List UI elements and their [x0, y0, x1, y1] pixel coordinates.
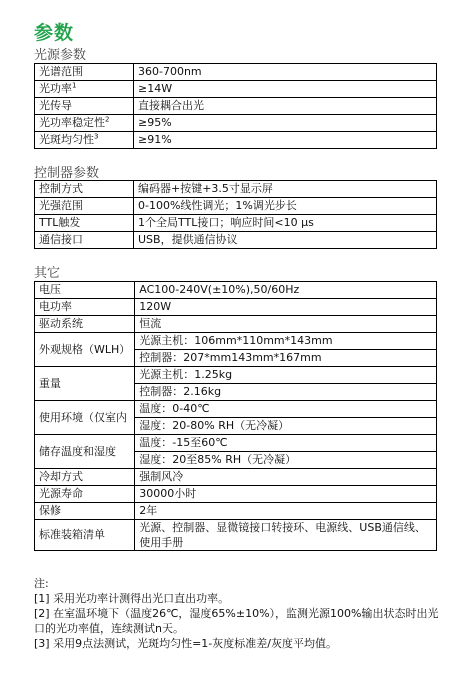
row-key: 光源寿命 [35, 486, 135, 503]
row-value: 直接耦合出光 [134, 98, 437, 115]
table-row [35, 98, 437, 115]
row-value: 30000小时 [135, 486, 437, 503]
notes-heading: 注: [34, 577, 49, 590]
row-key: 光传导 [35, 98, 134, 115]
row-key: TTL触发 [35, 215, 134, 232]
row-value: 光源主机：1.25kg [135, 367, 437, 384]
table-row [35, 81, 437, 98]
row-value: 120W [135, 299, 437, 316]
row-key: 光功率稳定性$^2$ [35, 115, 134, 132]
row-value: 光源主机：106mm*110mm*143mm [135, 333, 437, 350]
note-3: [3] 采用9点法测试，光斑均匀性=1-灰度标准差/灰度平均值。 [34, 637, 337, 650]
table-row [35, 316, 437, 333]
row-value: ≥95% [134, 115, 437, 132]
table-row [35, 333, 437, 350]
other-table [34, 281, 437, 551]
row-key: 光功率$^1$ [35, 81, 134, 98]
row-value: 温度：-15至60℃ [135, 435, 437, 452]
row-value: 360-700nm [134, 64, 437, 81]
table-row [35, 486, 437, 503]
row-value: 恒流 [135, 316, 437, 333]
row-value: 1个全局TTL接口；响应时间<10 μs [134, 215, 437, 232]
row-value: 2年 [135, 503, 437, 520]
table-row [35, 64, 437, 81]
row-key: 使用环境（仅室内 [35, 401, 135, 435]
table-row [35, 401, 437, 418]
footnote-ref: 3 [94, 132, 99, 141]
row-value: 光源、控制器、显微镜接口转接环、电源线、USB通信线、使用手册 [135, 520, 437, 551]
section-heading-controller: 控制器参数 [34, 166, 100, 181]
row-value: 湿度：20至85% RH（无冷凝） [135, 452, 437, 469]
footnote-ref: 1 [72, 81, 77, 90]
row-key: 光斑均匀性$^3$ [35, 132, 134, 149]
footnotes [34, 576, 444, 651]
table-row [35, 282, 437, 299]
row-value: ≥91% [134, 132, 437, 149]
row-value: 强制风冷 [135, 469, 437, 486]
row-value: 温度：0-40℃ [135, 401, 437, 418]
table-row [35, 435, 437, 452]
row-value: ≥14W [134, 81, 437, 98]
row-key: 保修 [35, 503, 135, 520]
row-key: 电功率 [35, 299, 135, 316]
row-key: 通信接口 [35, 232, 134, 249]
table-row [35, 215, 437, 232]
section-heading-light: 光源参数 [34, 48, 87, 63]
row-value: 控制器：2.16kg [135, 384, 437, 401]
row-key: 外观规格（WLH） [35, 333, 135, 367]
table-row [35, 232, 437, 249]
table-row [35, 181, 437, 198]
page-title: 参数 [34, 22, 75, 44]
row-value: 控制器：207*mm143mm*167mm [135, 350, 437, 367]
row-key: 冷却方式 [35, 469, 135, 486]
note-2: [2] 在室温环境下（温度26℃，湿度65%±10%），监测光源100%输出状态时出光口的光功率值，连续测试n天。 [34, 607, 439, 635]
row-value: 0-100%线性调光；1%调光步长 [134, 198, 437, 215]
table-row [35, 299, 437, 316]
row-key: 光谱范围 [35, 64, 134, 81]
row-key: 标准装箱清单 [35, 520, 135, 551]
row-value: USB，提供通信协议 [134, 232, 437, 249]
table-row [35, 115, 437, 132]
row-key: 驱动系统 [35, 316, 135, 333]
table-row [35, 520, 437, 551]
row-value: 湿度：20-80% RH（无冷凝） [135, 418, 437, 435]
row-value: 编码器+按键+3.5寸显示屏 [134, 181, 437, 198]
table-row [35, 367, 437, 384]
controller-table [34, 180, 437, 249]
row-key: 储存温度和湿度 [35, 435, 135, 469]
row-key: 控制方式 [35, 181, 134, 198]
note-1: [1] 采用光功率计测得出光口直出功率。 [34, 592, 230, 605]
table-row [35, 469, 437, 486]
row-key: 重量 [35, 367, 135, 401]
section-heading-other: 其它 [34, 266, 61, 281]
footnote-ref: 2 [105, 115, 110, 124]
table-row [35, 198, 437, 215]
row-key: 电压 [35, 282, 135, 299]
table-row [35, 132, 437, 149]
row-value: AC100-240V(±10%),50/60Hz [135, 282, 437, 299]
row-key: 光强范围 [35, 198, 134, 215]
light-table [34, 63, 437, 149]
table-row [35, 503, 437, 520]
